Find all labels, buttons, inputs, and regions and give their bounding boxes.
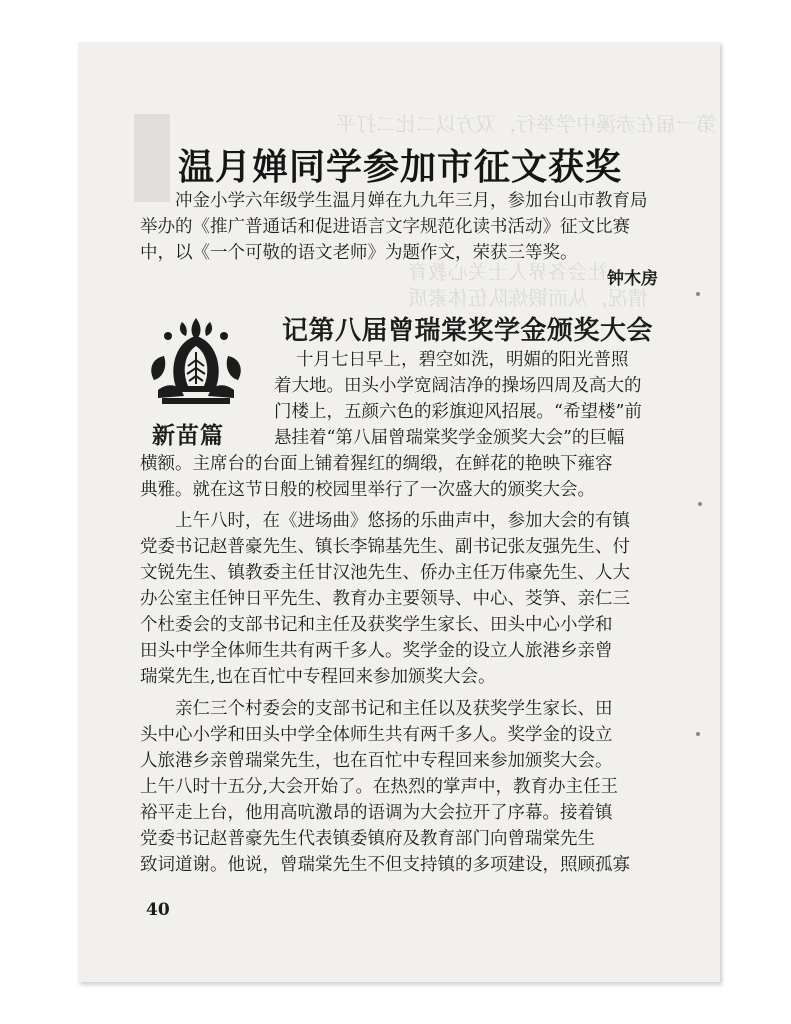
page-number: 40 <box>146 900 170 920</box>
article2-line: 上午八时十五分,大会开始了。在热烈的掌声中，教育办主任王 <box>140 777 619 797</box>
bleed-through-text: 情况，从而锻炼队伍体素质 <box>408 286 648 310</box>
binding-hole <box>696 732 700 736</box>
article1-paragraph: 冲金小学六年级学生温月婵在九九年三月，参加台山市教育局举办的《推广普通话和促进语言文字规范化读书活动》征文比赛中，以《一个可敬的语文老师》为题作文，荣获三等奖。 <box>140 191 648 263</box>
article2-line: 田头中学全体师生共有两千多人。奖学金的设立人旅港乡亲曾 <box>140 641 613 661</box>
article2-line: 瑞棠先生,也在百忙中专程回来参加颁奖大会。 <box>140 667 496 687</box>
article1-author: 钟木房 <box>607 269 658 289</box>
article2-line: 个杜委会的支部书记和主任及获奖学生家长、田头中心小学和 <box>140 615 613 635</box>
article1-title: 温月婵同学参加市征文获奖 <box>177 146 622 188</box>
emblem-caption: 新苗篇 <box>152 422 224 449</box>
article2-line: 典雅。就在这节日般的校园里举行了一次盛大的颁奖大会。 <box>140 480 595 500</box>
book-page <box>78 42 720 982</box>
bleed-through-text: 第一届在赤溪中学举行，双方以二比二打平 <box>336 112 716 136</box>
article2-line: 悬挂着“第八届曾瑞棠奖学金颁奖大会”的巨幅 <box>274 428 625 448</box>
article2-line: 文锐先生、镇教委主任甘汉池先生、侨办主任万伟豪先生、人大 <box>140 563 630 583</box>
article2-line: 人旅港乡亲曾瑞棠先生，也在百忙中专程回来参加颁奖大会。 <box>140 751 613 771</box>
article2-line: 上午八时，在《进场曲》悠扬的乐曲声中，参加大会的有镇 <box>175 511 630 531</box>
binding-hole <box>698 502 702 506</box>
article2-line: 党委书记赵普豪先生代表镇委镇府及教育部门向曾瑞棠先生 <box>140 829 595 849</box>
article2-line: 横额。主席台的台面上铺着猩红的绸缎，在鲜花的艳映下雍容 <box>140 454 613 474</box>
article2-line: 头中心小学和田头中学全体师生共有两千多人。奖学金的设立 <box>140 725 613 745</box>
article2-line: 办公室主任钟日平先生、教育办主要领导、中心、茭笋、亲仁三 <box>140 589 630 609</box>
article2-line: 着大地。田头小学宽阔洁净的操场四周及高大的 <box>274 376 642 396</box>
article2-line: 十月七日早上，碧空如洗，明媚的阳光普照 <box>296 350 629 370</box>
bleed-through-text: 社会各界人士关心教育 <box>408 260 608 284</box>
article2-line: 亲仁三个村委会的支部书记和主任以及获奖学生家长、田 <box>175 699 613 719</box>
folk-art-emblem-icon <box>144 312 248 412</box>
article2-line: 门楼上，五颜六色的彩旗迎风招展。“希望楼”前 <box>274 402 642 422</box>
binding-hole <box>696 292 700 296</box>
article2-line: 党委书记赵普豪先生、镇长李锦基先生、副书记张友强先生、付 <box>140 537 630 557</box>
article2-title: 记第八届曾瑞棠奖学金颁奖大会 <box>282 316 654 346</box>
article2-line: 致词道谢。他说，曾瑞棠先生不但支持镇的多项建设，照顾孤寡 <box>140 855 630 875</box>
article2-line: 裕平走上台，他用高吭激昂的语调为大会拉开了序幕。接着镇 <box>140 803 613 823</box>
